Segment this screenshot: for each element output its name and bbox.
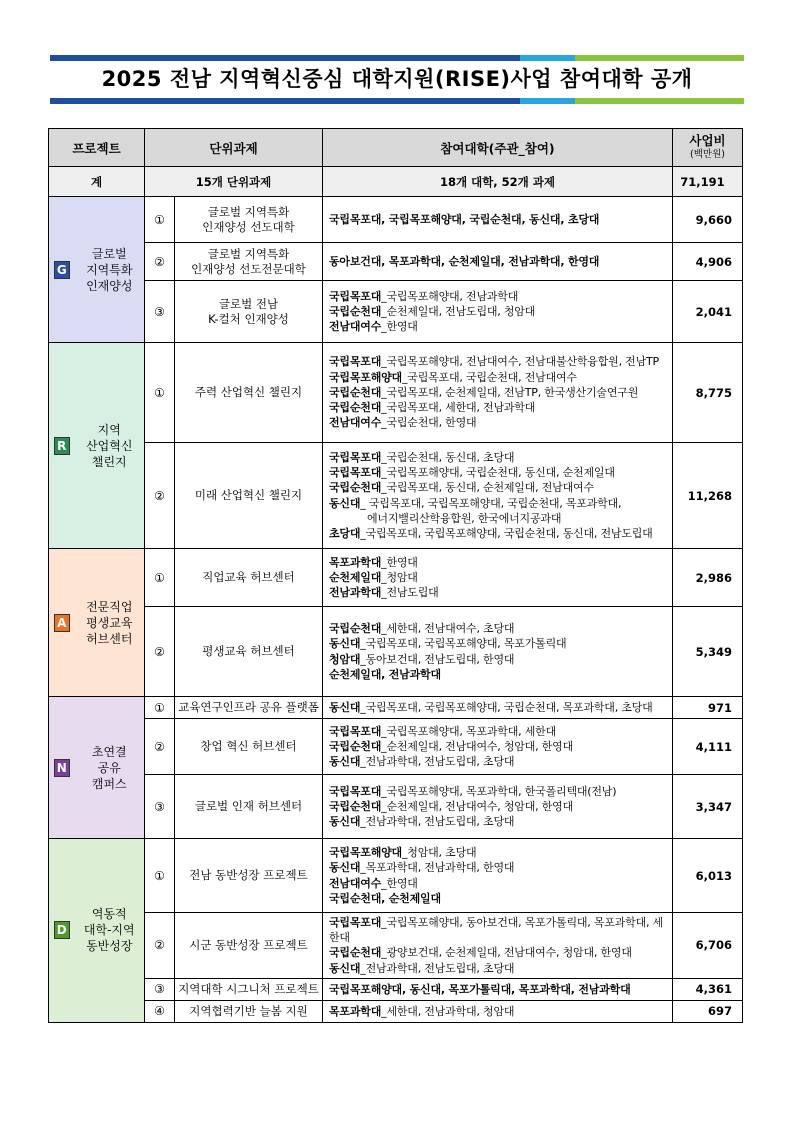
task-row-R-1	[49, 343, 743, 443]
project-name-N	[75, 697, 145, 839]
partner-univs: _청암대, 초당대	[401, 846, 477, 860]
lead-univ: 국립목포대	[329, 784, 382, 798]
univ-line	[329, 876, 672, 891]
partner-univs: _목포과학대, 전남과학대, 한영대	[360, 861, 515, 875]
lead-univ: 동신대	[329, 755, 361, 769]
project-badge: D	[54, 921, 70, 939]
title-top-rule	[50, 55, 744, 61]
task-row-N-3	[49, 775, 743, 839]
lead-univ: 동신대	[329, 700, 361, 714]
lead-univ: 국립순천대	[329, 385, 382, 399]
univ-line	[329, 784, 672, 799]
lead-univ: 동신대	[329, 861, 361, 875]
task-name-line: 교육연구인프라 공유 플랫폼	[178, 700, 319, 714]
task-number: ④	[145, 1000, 175, 1022]
project-name-line: 초연결	[91, 744, 127, 759]
project-name-line: 동반성장	[86, 939, 133, 954]
task-budget: 971	[673, 697, 743, 719]
project-letter-N	[49, 697, 75, 839]
summary-row	[49, 167, 743, 197]
lead-univ: 국립목포대	[329, 355, 382, 369]
partner-univs: _국립목포해양대, 국립순천대, 동신대, 순천제일대	[381, 466, 615, 480]
task-row-D-1	[49, 839, 743, 913]
project-badge: G	[54, 261, 70, 279]
project-name-line: 지역	[97, 422, 121, 437]
partner-univs: _국립목포해양대, 전남과학대	[381, 289, 519, 303]
univ-line	[329, 254, 672, 269]
univ-line	[329, 636, 672, 651]
partner-univs: _한영대	[381, 876, 418, 890]
lead-univ: 전남대여수	[329, 320, 382, 334]
task-name-line: 글로벌 인재 허브센터	[194, 799, 303, 813]
header-project: 프로젝트	[49, 129, 145, 167]
participating-univs	[323, 607, 673, 697]
lead-univ: 목포과학대	[329, 555, 382, 569]
project-name-line: 대학-지역	[83, 923, 135, 938]
participating-univs	[323, 775, 673, 839]
univ-line	[329, 667, 672, 682]
lead-univ: 국립목포해양대, 동신대, 목포가톨릭대, 목포과학대, 전남과학대	[329, 982, 631, 996]
univ-line	[329, 319, 672, 334]
univ-line	[329, 212, 672, 227]
participating-univs	[323, 978, 673, 1000]
partner-univs: _국립목포대, 국립목포해양대, 목포가톨릭대	[360, 637, 567, 651]
univ-line	[329, 961, 672, 976]
task-name	[175, 775, 323, 839]
lead-univ: 전남대여수	[329, 416, 382, 430]
project-name-line: 캠퍼스	[91, 776, 127, 791]
lead-univ: 순천제일대, 전남과학대	[329, 667, 441, 681]
lead-univ: 동신대	[329, 496, 361, 510]
task-number: ①	[145, 839, 175, 913]
task-name	[175, 697, 323, 719]
page-title: 2025 전남 지역혁신중심 대학지원(RISE)사업 참여대학 공개	[101, 67, 693, 91]
project-name-G	[75, 197, 145, 343]
project-name-D	[75, 839, 145, 1023]
task-budget: 6,706	[673, 913, 743, 979]
participating-univs	[323, 839, 673, 913]
partner-univs: _국립목포대, 세한대, 전남과학대	[381, 401, 536, 415]
lead-univ: 국립순천대	[329, 799, 382, 813]
task-name	[175, 913, 323, 979]
header-univ: 참여대학(주관_참여)	[323, 129, 673, 167]
task-name-line: 창업 혁신 허브센터	[200, 739, 297, 753]
task-name	[175, 978, 323, 1000]
participating-univs	[323, 281, 673, 343]
task-budget: 4,906	[673, 243, 743, 281]
univ-line	[329, 526, 672, 541]
lead-univ: 순천제일대	[329, 570, 382, 584]
task-name-line: 지역협력기반 늘봄 지원	[189, 1003, 308, 1018]
lead-univ: 목포과학대	[329, 1004, 382, 1018]
project-name-line: 챌린지	[91, 454, 127, 469]
task-budget: 2,041	[673, 281, 743, 343]
lead-univ: 국립목포해양대	[329, 846, 402, 860]
lead-univ: 국립순천대	[329, 739, 382, 753]
univ-line	[329, 860, 672, 875]
summary-total: 71,191	[673, 167, 743, 197]
univ-line	[329, 496, 672, 511]
project-name-line: 공유	[97, 760, 121, 775]
univ-line	[329, 415, 672, 430]
partner-univs: _세한대, 전남과학대, 청암대	[381, 1004, 515, 1018]
lead-univ: 청암대	[329, 652, 361, 666]
task-number: ①	[145, 343, 175, 443]
project-name-R	[75, 343, 145, 549]
univ-line	[329, 915, 672, 945]
partner-univs: _광양보건대, 순천제일대, 전남대여수, 청암대, 한영대	[381, 946, 632, 960]
lead-univ: 동신대	[329, 961, 361, 975]
task-number: ③	[145, 281, 175, 343]
task-budget: 4,111	[673, 719, 743, 775]
univ-line	[329, 845, 672, 860]
partner-univs: _국립목포대, 국립목포해양대, 국립순천대, 동신대, 전남도립대	[360, 526, 653, 540]
participating-univs	[323, 719, 673, 775]
task-name	[175, 607, 323, 697]
lead-univ: 국립순천대	[329, 304, 382, 318]
task-budget: 11,268	[673, 443, 743, 549]
univ-line	[329, 304, 672, 319]
project-badge: N	[54, 759, 70, 777]
project-letter-A	[49, 549, 75, 697]
univ-line	[329, 450, 672, 465]
partner-univs: _전남도립대	[381, 586, 439, 600]
header-budget	[673, 129, 743, 167]
univ-line	[329, 400, 672, 415]
task-name	[175, 839, 323, 913]
task-name	[175, 343, 323, 443]
partner-univs: _국립목포해양대, 동아보건대, 목포가톨릭대, 목포과학대, 세한대	[329, 916, 664, 945]
univ-line	[329, 700, 672, 715]
univ-line	[329, 370, 672, 385]
task-number: ②	[145, 607, 175, 697]
lead-univ: 동신대	[329, 815, 361, 829]
participating-univs	[323, 697, 673, 719]
participating-univs	[323, 443, 673, 549]
univ-line	[329, 511, 672, 526]
partner-univs: _국립목포대, 국립순천대, 전남대여수	[401, 370, 577, 384]
univ-line	[329, 354, 672, 369]
task-budget: 8,775	[673, 343, 743, 443]
project-name-line: 인재양성	[86, 278, 133, 293]
task-budget: 2,986	[673, 549, 743, 607]
project-name-line: 역동적	[91, 907, 127, 922]
univ-line	[329, 652, 672, 667]
project-name-A	[75, 549, 145, 697]
title-bottom-rule	[50, 98, 744, 104]
project-name-line: 허브센터	[86, 631, 133, 646]
task-number: ①	[145, 697, 175, 719]
task-budget: 9,660	[673, 197, 743, 243]
project-letter-G	[49, 197, 75, 343]
summary-label: 계	[49, 167, 145, 197]
lead-univ: 전남대여수	[329, 876, 382, 890]
task-row-G-2	[49, 243, 743, 281]
task-name-line: 인재양성 선도대학	[202, 219, 295, 234]
task-row-R-2	[49, 443, 743, 549]
header-task: 단위과제	[145, 129, 323, 167]
univ-line	[329, 555, 672, 570]
task-name	[175, 719, 323, 775]
project-letter-D	[49, 839, 75, 1023]
task-name-line: 평생교육 허브센터	[202, 644, 295, 658]
lead-univ: 국립목포대	[329, 289, 382, 303]
lead-univ: 국립목포대	[329, 466, 382, 480]
task-budget: 4,361	[673, 978, 743, 1000]
univ-line	[329, 724, 672, 739]
partner-univs: 에너지밸리산학융합원, 한국에너지공과대	[367, 511, 562, 525]
lead-univ: 국립순천대, 순천제일대	[329, 891, 441, 905]
task-number: ③	[145, 978, 175, 1000]
univ-line	[329, 480, 672, 495]
lead-univ: 국립목포대, 국립목포해양대, 국립순천대, 동신대, 초당대	[329, 212, 600, 226]
task-name	[175, 281, 323, 343]
task-name-line: 직업교육 허브센터	[202, 570, 295, 584]
partner-univs: _동아보건대, 전남도립대, 한영대	[360, 652, 515, 666]
task-name-line: 글로벌 전남	[218, 296, 279, 311]
partner-univs: _국립목포대, 국립목포해양대, 국립순천대, 목포과학대, 초당대	[360, 700, 653, 714]
lead-univ: 전남과학대	[329, 586, 382, 600]
header-budget-unit: (백만원)	[690, 148, 725, 160]
task-number: ②	[145, 719, 175, 775]
task-row-A-2	[49, 607, 743, 697]
task-row-A-1	[49, 549, 743, 607]
partner-univs: _순천제일대, 전남대여수, 청암대, 한영대	[381, 799, 574, 813]
task-number: ②	[145, 243, 175, 281]
project-name-line: 전문직업	[86, 599, 133, 614]
task-row-G-3	[49, 281, 743, 343]
partner-univs: _순천제일대, 전남도립대, 청암대	[381, 304, 536, 318]
partner-univs: _전남과학대, 전남도립대, 초당대	[360, 815, 515, 829]
task-row-G-1	[49, 197, 743, 243]
project-name-line: 지역특화	[86, 262, 133, 277]
lead-univ: 국립목포대	[329, 916, 382, 929]
project-letter-R	[49, 343, 75, 549]
partner-univs: _전남과학대, 전남도립대, 초당대	[360, 961, 515, 975]
univ-line	[329, 385, 672, 400]
summary-univs: 18개 대학, 52개 과제	[323, 167, 673, 197]
task-number: ③	[145, 775, 175, 839]
lead-univ: 동신대	[329, 637, 361, 651]
summary-tasks: 15개 단위과제	[145, 167, 323, 197]
task-number: ②	[145, 443, 175, 549]
partner-univs: _전남과학대, 전남도립대, 초당대	[360, 755, 515, 769]
univ-line	[329, 1004, 672, 1019]
project-badge: R	[54, 437, 70, 455]
task-name-line: 지역대학 시그니처 프로젝트	[178, 981, 319, 996]
task-number: ①	[145, 197, 175, 243]
univ-line	[329, 982, 672, 997]
task-budget: 6,013	[673, 839, 743, 913]
task-row-D-2	[49, 913, 743, 979]
task-name-line: 글로벌 지역특화	[207, 246, 290, 261]
univ-line	[329, 585, 672, 600]
partner-univs: _국립목포대, 순천제일대, 전남TP, 한국생산기술연구원	[381, 385, 639, 399]
task-budget: 5,349	[673, 607, 743, 697]
task-budget: 3,347	[673, 775, 743, 839]
participating-univs	[323, 197, 673, 243]
task-name	[175, 549, 323, 607]
partner-univs: _세한대, 전남대여수, 초당대	[381, 622, 515, 636]
participation-table	[48, 128, 743, 1023]
task-name-line: 글로벌 지역특화	[207, 204, 290, 219]
participating-univs	[323, 1000, 673, 1022]
task-name-line: 미래 산업혁신 챌린지	[194, 488, 303, 502]
participating-univs	[323, 343, 673, 443]
task-name	[175, 443, 323, 549]
participating-univs	[323, 913, 673, 979]
task-name-line: 전남 동반성장 프로젝트	[189, 868, 308, 882]
lead-univ: 국립목포대	[329, 450, 382, 464]
univ-line	[329, 799, 672, 814]
lead-univ: 국립목포대	[329, 724, 382, 738]
header-budget-label: 사업비	[689, 132, 726, 148]
participating-univs	[323, 549, 673, 607]
task-number: ①	[145, 549, 175, 607]
univ-line	[329, 754, 672, 769]
partner-univs: _국립목포대, 동신대, 순천제일대, 전남대여수	[381, 481, 594, 495]
partner-univs: _청암대	[381, 570, 418, 584]
lead-univ: 국립순천대	[329, 481, 382, 495]
lead-univ: 국립순천대	[329, 622, 382, 636]
project-name-line: 산업혁신	[86, 438, 133, 453]
univ-line	[329, 289, 672, 304]
task-name-line: K-컬처 인재양성	[208, 311, 289, 326]
task-name	[175, 197, 323, 243]
univ-line	[329, 945, 672, 960]
lead-univ: 국립순천대	[329, 401, 382, 415]
lead-univ: 국립순천대	[329, 946, 382, 960]
task-name-line: 인재양성 선도전문대학	[191, 261, 306, 276]
lead-univ: 동아보건대, 목포과학대, 순천제일대, 전남과학대, 한영대	[329, 254, 600, 268]
univ-line	[329, 814, 672, 829]
participating-univs	[323, 243, 673, 281]
univ-line	[329, 570, 672, 585]
partner-univs: _국립순천대, 한영대	[381, 416, 477, 430]
univ-line	[329, 739, 672, 754]
univ-line	[329, 465, 672, 480]
task-row-D-4	[49, 1000, 743, 1022]
partner-univs: _한영대	[381, 555, 418, 569]
project-name-line: 글로벌	[91, 246, 127, 261]
task-budget: 697	[673, 1000, 743, 1022]
partner-univs: _한영대	[381, 320, 418, 334]
univ-line	[329, 621, 672, 636]
partner-univs: _국립목포해양대, 전남대여수, 전남대불산학융합원, 전남TP	[381, 355, 659, 369]
task-name	[175, 243, 323, 281]
univ-line	[329, 891, 672, 906]
task-row-N-1	[49, 697, 743, 719]
partner-univs: _순천제일대, 전남대여수, 청암대, 한영대	[381, 739, 574, 753]
task-name-line: 시군 동반성장 프로젝트	[189, 937, 308, 952]
partner-univs: _ 국립목포대, 국립목포해양대, 국립순천대, 목포과학대,	[360, 496, 622, 510]
partner-univs: _국립목포해양대, 목포과학대, 한국폴리텍대(전남)	[381, 784, 617, 798]
lead-univ: 국립목포해양대	[329, 370, 402, 384]
project-name-line: 평생교육	[86, 615, 133, 630]
task-name-line: 주력 산업혁신 챌린지	[194, 385, 303, 399]
task-name	[175, 1000, 323, 1022]
project-badge: A	[54, 614, 70, 632]
partner-univs: _국립순천대, 동신대, 초당대	[381, 450, 515, 464]
task-number: ②	[145, 913, 175, 979]
task-row-D-3	[49, 978, 743, 1000]
lead-univ: 초당대	[329, 526, 361, 540]
task-row-N-2	[49, 719, 743, 775]
partner-univs: _국립목포해양대, 목포과학대, 세한대	[381, 724, 557, 738]
